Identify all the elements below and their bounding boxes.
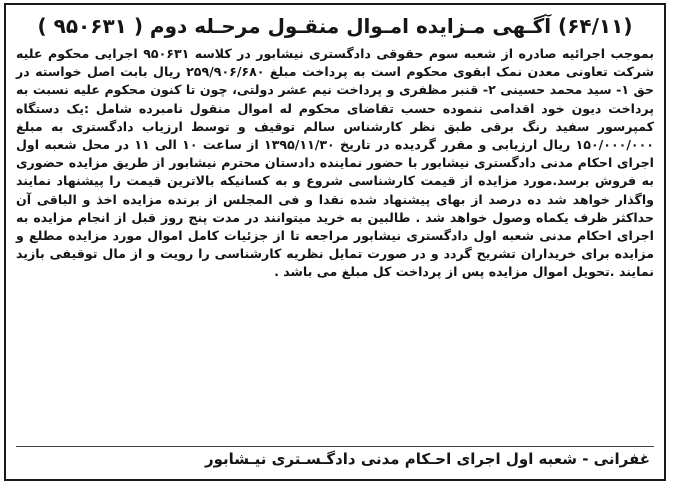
auction-notice (4, 3, 666, 481)
notice-body: بموجب اجرائیه صادره از شعبه سوم حقوقی دادگستری نیشابور در کلاسه ۹۵۰۶۳۱ اجرایی محکوم علیه شرکت تعاونی معدن نمک ابقوی محکوم است به پرداخت مبلغ ۲۵۹/۹۰۶/۶۸۰ ریال بابت اصل خواسته در حق ۱- سید محمد حسینی ۲- قنبر مظفری و پرداخت نیم عشر دولتی، چون تا کنون محکوم علیه نسبت به پرداخت دیون خود اقدامی ننموده حسب تقاضای محکوم له اموال منقول نامبرده شامل :یک دستگاه کمپرسور سفید رنگ برقی طبق نظر کارشناس سالم توقیف و توسط ارزیاب دادگستری به مبلغ ۱۵۰/۰۰۰/۰۰۰ ریال ارزیابی و مقرر گردیده در تاریخ ۱۳۹۵/۱۱/۳۰ از ساعت ۱۰ الی ۱۱ در محل شعبه اول اجرای احکام مدنی دادگستری نیشابور با حضور نماینده دادستان محترم نیشابور از طریق مزایده حضوری به فروش برسد.مورد مزایده از قیمت کارشناسی شروع و به کسانیکه بالاترین قیمت را پیشنهاد نمایند واگذار خواهد شد ده درصد از بهای پیشنهاد شده نقدا و فی المجلس از برنده مزایده اخذ و الباقی آن حداکثر ظرف یکماه وصول خواهد شد . طالبین به خرید میتوانند در مدت پنج روز قبل از انجام مزایده به اجرای احکام مدنی شعبه اول دادگستری نیشابور مراجعه تا از جزئیات کامل اموال مورد مزایده مطلع و مزایده برای خریداران تشریح گردد و در صورت تمایل نظریه کارشناسی را رویت و از مال توقیفی بازید نمایند .تحویل اموال مزایده پس از پرداخت کل مبلغ می باشد . (16, 46, 654, 280)
notice-signature: غفرانی - شعبه اول اجرای احـکام مدنی دادگـسـتری نیـشابور (16, 446, 654, 471)
notice-title: (۶۴/۱۱) آگـهی مـزایده امـوال منقـول مرحـله دوم ( ۹۵۰۶۳۱ ) (37, 14, 633, 38)
